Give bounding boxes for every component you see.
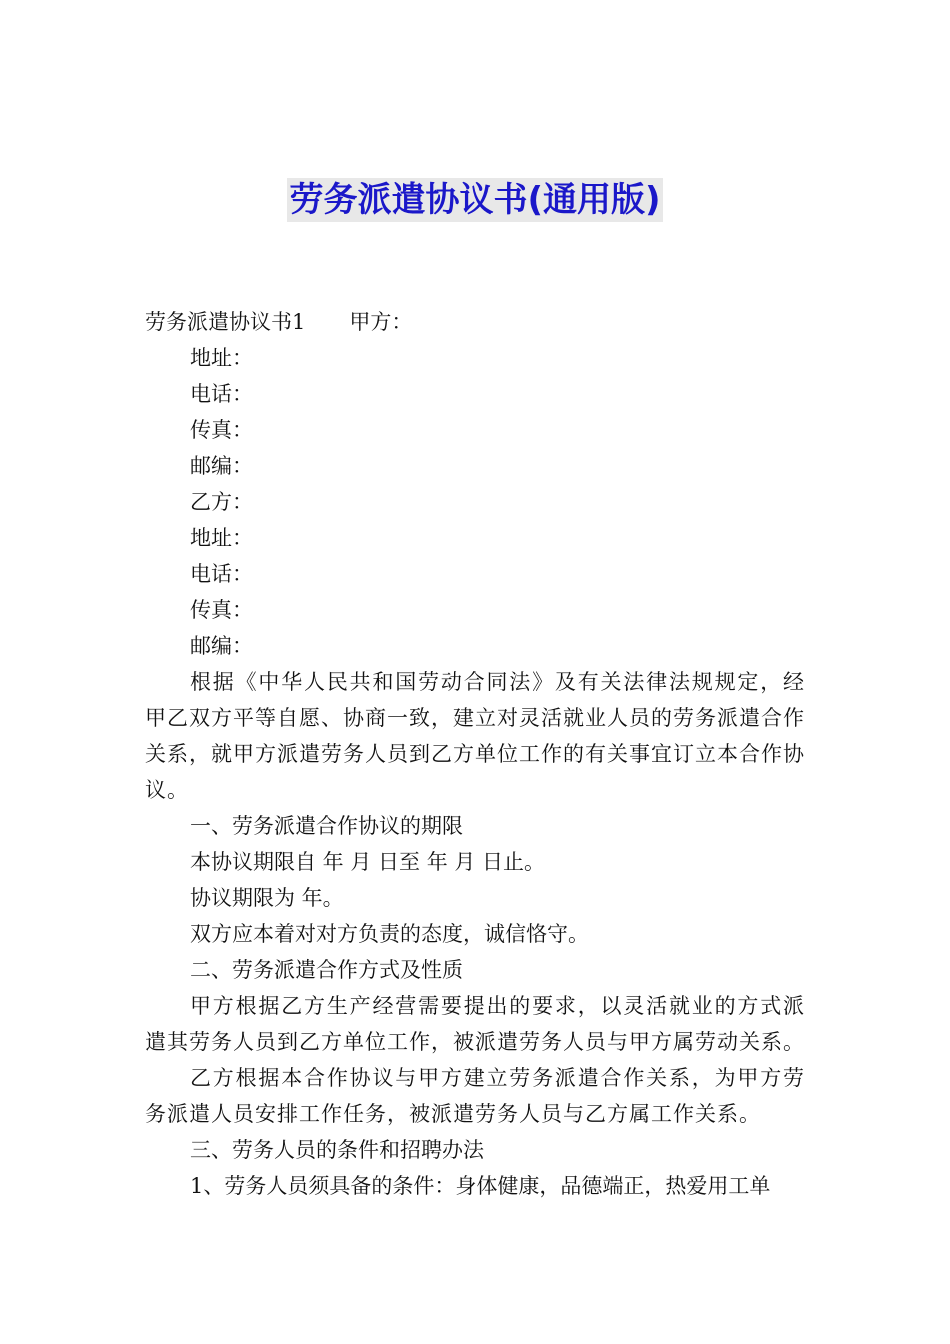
intro-paragraph: 根据《中华人民共和国劳动合同法》及有关法律法规规定，经甲乙双方平等自愿、协商一致，建立对灵活就业人员的劳务派遣合作关系，就甲方派遣劳务人员到乙方单位工作的有关事宜订立本合作协议。 xyxy=(145,670,805,802)
party-b-fax: 传真： xyxy=(190,598,253,622)
section-1-good-faith: 双方应本着对对方负责的态度，诚信恪守。 xyxy=(190,922,589,946)
first-line xyxy=(145,304,805,340)
party-a-fax: 传真： xyxy=(190,418,253,442)
section-3-heading: 三、劳务人员的条件和招聘办法 xyxy=(190,1138,484,1162)
party-a-postcode: 邮编： xyxy=(190,454,253,478)
party-a-address: 地址： xyxy=(190,346,253,370)
party-b-phone: 电话： xyxy=(190,562,253,586)
agreement-number: 劳务派遣协议书1 xyxy=(145,310,306,334)
section-2-paragraph-2: 乙方根据本合作协议与甲方建立劳务派遣合作关系，为甲方劳务派遣人员安排工作任务，被派遣劳务人员与乙方属工作关系。 xyxy=(145,1066,805,1126)
section-2-paragraph-1: 甲方根据乙方生产经营需要提出的要求，以灵活就业的方式派遣其劳务人员到乙方单位工作，被派遣劳务人员与甲方属劳动关系。 xyxy=(145,994,805,1054)
section-1-term: 本协议期限自 年 月 日至 年 月 日止。 xyxy=(190,850,546,874)
section-1-duration: 协议期限为 年。 xyxy=(190,886,344,910)
party-a-label: 甲方： xyxy=(349,310,413,334)
document-title: 劳务派遣协议书(通用版) xyxy=(289,180,661,220)
section-1-heading: 一、劳务派遣合作协议的期限 xyxy=(190,814,463,838)
party-b-label: 乙方： xyxy=(190,490,253,514)
title-container xyxy=(0,178,950,222)
party-a-phone: 电话： xyxy=(190,382,253,406)
section-3-item-1: 1、劳务人员须具备的条件：身体健康，品德端正，热爱用工单 xyxy=(190,1174,771,1198)
party-b-address: 地址： xyxy=(190,526,253,550)
section-2-heading: 二、劳务派遣合作方式及性质 xyxy=(190,958,463,982)
party-b-postcode: 邮编： xyxy=(190,634,253,658)
document-body xyxy=(145,304,805,1204)
